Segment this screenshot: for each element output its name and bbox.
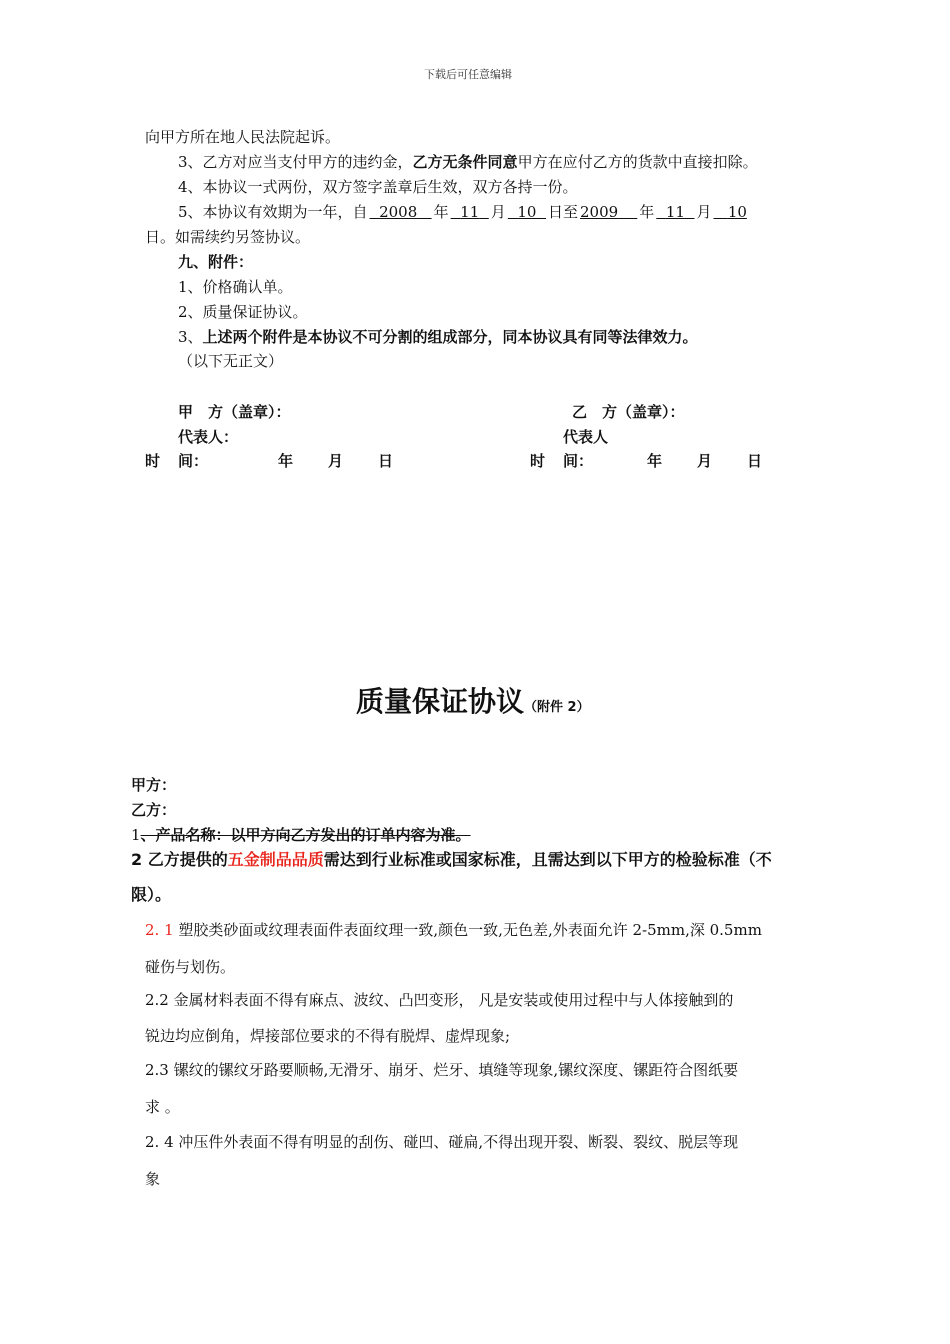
- party-a-time-char: 时: [145, 452, 161, 470]
- party-a-time-label: 间：: [178, 452, 209, 470]
- clause-2-1-continued: 碰伤与划伤。: [145, 958, 236, 976]
- month-label: 月: [696, 203, 712, 221]
- clause-4: 4、本协议一式两份，双方签字盖章后生效，双方各持一份。: [178, 178, 578, 196]
- party-b-representative: 代表人: [563, 428, 609, 446]
- party-b-year: 年: [647, 452, 663, 470]
- start-day: 10: [517, 203, 537, 221]
- requirement-line-2: 限）。: [131, 885, 172, 904]
- product-name-text: 、产品名称：以甲方向乙方发出的订单内容为准。: [140, 826, 471, 844]
- clause-5-continued: 日。如需续约另签协议。: [145, 228, 311, 246]
- clause-2-1-text: 塑胶类砂面或纹理表面件表面纹理一致,颜色一致,无色差,外表面允许 2-5mm,深 0.5mm: [178, 921, 762, 939]
- party-a-seal: 甲 方（盖章）：: [178, 403, 291, 421]
- party-b-label: 乙方：: [131, 801, 177, 819]
- requirement-b: 需达到行业标准或国家标准，且需达到以下甲方的检验标准（不: [323, 850, 772, 869]
- end-of-text-note: （以下无正文）: [178, 352, 284, 370]
- clause-5: [178, 203, 749, 221]
- requirement-line-1: [131, 851, 772, 869]
- clause-2-2: 2.2 金属材料表面不得有麻点、波纹、凸凹变形， 凡是安装或使用过程中与人体接触到的: [145, 991, 734, 1009]
- clause-3-bold: 乙方无条件同意: [412, 153, 518, 171]
- requirement-a: 2 乙方提供的: [131, 850, 228, 869]
- attachment-1: 1、价格确认单。: [178, 278, 293, 296]
- party-a-representative: 代表人：: [178, 428, 239, 446]
- attachment-2: 2、质量保证协议。: [178, 303, 308, 321]
- title-text: 质量保证协议: [356, 685, 525, 718]
- month-label: 月: [490, 203, 506, 221]
- end-year: 2009: [580, 203, 619, 221]
- clause-5-pre: 5、本协议有效期为一年，自: [178, 203, 368, 221]
- section-9-heading: 九、附件：: [178, 253, 254, 271]
- clause-2-4-continued: 象: [145, 1170, 161, 1188]
- paragraph-lawsuit: 向甲方所在地人民法院起诉。: [145, 128, 341, 146]
- title-note: （附件 2）: [524, 700, 590, 715]
- clause-2-4: 2. 4 冲压件外表面不得有明显的刮伤、碰凹、碰扁,不得出现开裂、断裂、裂纹、脱层等现: [145, 1133, 739, 1151]
- start-month: 11: [460, 203, 480, 221]
- end-month: 11: [665, 203, 685, 221]
- party-a-month: 月: [328, 452, 344, 470]
- product-name-line: [131, 826, 471, 844]
- clause-3-text-b: 甲方在应付乙方的货款中直接扣除。: [517, 153, 758, 171]
- clause-2-3-continued: 求 。: [145, 1098, 180, 1116]
- party-a-label: 甲方：: [131, 776, 177, 794]
- party-a-day: 日: [378, 452, 394, 470]
- party-b-seal: 乙 方（盖章）：: [572, 403, 685, 421]
- year-label: 年: [433, 203, 449, 221]
- requirement-highlight: 五金制品品质: [227, 850, 324, 869]
- clause-2-1: [145, 921, 762, 939]
- product-number: 1: [131, 826, 141, 844]
- clause-2-3: 2.3 镙纹的镙纹牙路要顺畅,无滑牙、崩牙、烂牙、填缝等现象,镙纹深度、镙距符合图纸要: [145, 1061, 739, 1079]
- year-label: 年: [639, 203, 655, 221]
- party-b-month: 月: [697, 452, 713, 470]
- clause-3-text-a: 3、乙方对应当支付甲方的违约金，: [178, 153, 413, 171]
- attachment-3-number: 3、: [178, 328, 203, 346]
- clause-2-2-continued: 锐边均应倒角，焊接部位要求的不得有脱焊、虚焊现象;: [145, 1027, 511, 1045]
- page-header: 下载后可任意编辑: [424, 68, 512, 81]
- attachment-3: [178, 328, 698, 346]
- document-title: [356, 680, 590, 720]
- clause-3: [178, 153, 758, 171]
- day-to-label: 日至: [548, 203, 579, 221]
- party-a-year: 年: [278, 452, 294, 470]
- end-day: 10: [727, 203, 747, 221]
- clause-2-1-number: 2. 1: [145, 921, 174, 939]
- party-b-day: 日: [747, 452, 763, 470]
- party-b-time-label: 间：: [563, 452, 594, 470]
- attachment-3-text: 上述两个附件是本协议不可分割的组成部分，同本协议具有同等法律效力。: [202, 328, 698, 346]
- start-year: 2008: [379, 203, 418, 221]
- party-b-time-char: 时: [530, 452, 546, 470]
